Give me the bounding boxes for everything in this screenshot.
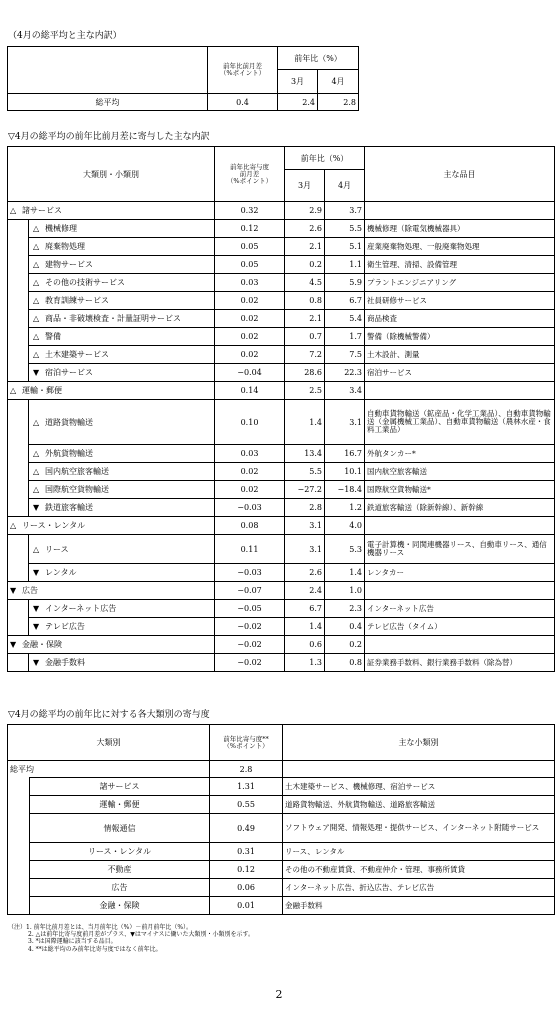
trend-marker: ▼ bbox=[33, 622, 40, 631]
section2-heading: ▽4月の総平均の前年比前月差に寄与した主な内訳 bbox=[8, 132, 210, 142]
major-total-label: 総平均 bbox=[8, 761, 210, 778]
major-category-name: 金融・保険 bbox=[30, 897, 210, 915]
indent-cell bbox=[8, 796, 30, 814]
main-items: 社員研修サービス bbox=[365, 292, 555, 310]
contribution-diff: −0.03 bbox=[215, 564, 285, 582]
yoy-april: 3.1 bbox=[325, 400, 365, 445]
sub-category-label: 外航貨物輸送 bbox=[45, 449, 93, 458]
major-items: インターネット広告、折込広告、テレビ広告 bbox=[283, 879, 555, 897]
indent-cell bbox=[8, 346, 29, 364]
sub-category-label: リース bbox=[45, 544, 69, 554]
summary-col-march: 3月 bbox=[278, 70, 318, 94]
indent-cell bbox=[8, 600, 29, 618]
yoy-march: 1.4 bbox=[285, 618, 325, 636]
contribution-diff: 0.03 bbox=[215, 274, 285, 292]
major-category-name: 諸サービス bbox=[30, 778, 210, 796]
trend-marker: △ bbox=[33, 224, 40, 233]
contrib-col-april: 4月 bbox=[325, 170, 365, 202]
trend-marker: △ bbox=[10, 521, 17, 530]
sub-category-row bbox=[8, 328, 555, 346]
footnotes bbox=[8, 924, 254, 953]
main-items: テレビ広告（タイム） bbox=[365, 618, 555, 636]
contribution-diff: −0.05 bbox=[215, 600, 285, 618]
yoy-march: 6.7 bbox=[285, 600, 325, 618]
yoy-march: 2.5 bbox=[285, 382, 325, 400]
trend-marker: △ bbox=[33, 332, 40, 341]
yoy-april: 1.4 bbox=[325, 564, 365, 582]
sub-category-label: 鉄道旅客輸送 bbox=[45, 503, 93, 512]
sub-category-row bbox=[8, 463, 555, 481]
main-items bbox=[365, 382, 555, 400]
category-name bbox=[8, 382, 215, 400]
main-items: 警備（除機械警備） bbox=[365, 328, 555, 346]
major-category-name: 運輸・郵便 bbox=[30, 796, 210, 814]
indent-cell bbox=[8, 564, 29, 582]
yoy-march: 2.6 bbox=[285, 564, 325, 582]
indent-cell bbox=[8, 220, 29, 238]
sub-category-name bbox=[29, 292, 215, 310]
sub-category-row bbox=[8, 564, 555, 582]
sub-category-label: テレビ広告 bbox=[45, 622, 85, 631]
indent-cell bbox=[8, 364, 29, 382]
indent-cell bbox=[8, 654, 29, 672]
sub-category-row bbox=[8, 364, 555, 382]
sub-category-name bbox=[29, 481, 215, 499]
summary-table bbox=[7, 46, 359, 111]
yoy-april: 1.7 bbox=[325, 328, 365, 346]
contribution-diff: −0.07 bbox=[215, 582, 285, 600]
sub-category-name bbox=[29, 310, 215, 328]
yoy-april: 5.1 bbox=[325, 238, 365, 256]
category-name bbox=[8, 636, 215, 654]
sub-category-name bbox=[29, 600, 215, 618]
main-items: 鉄道旅客輸送（除新幹線）、新幹線 bbox=[365, 499, 555, 517]
indent-cell bbox=[8, 778, 30, 796]
category-label: 金融・保険 bbox=[22, 640, 62, 649]
major-contribution-row bbox=[8, 897, 555, 915]
main-items: 産業廃棄物処理、一般廃棄物処理 bbox=[365, 238, 555, 256]
sub-category-name bbox=[29, 364, 215, 382]
main-items: プラントエンジニアリング bbox=[365, 274, 555, 292]
yoy-march: 0.8 bbox=[285, 292, 325, 310]
trend-marker: △ bbox=[33, 467, 40, 476]
major-category-row bbox=[8, 517, 555, 535]
summary-total-april: 2.8 bbox=[318, 94, 359, 111]
indent-cell bbox=[8, 274, 29, 292]
contribution-diff: 0.08 bbox=[215, 517, 285, 535]
contribution-diff: 0.02 bbox=[215, 310, 285, 328]
main-items: 衛生管理、清掃、設備管理 bbox=[365, 256, 555, 274]
contrib-col-march: 3月 bbox=[285, 170, 325, 202]
summary-col-april: 4月 bbox=[318, 70, 359, 94]
yoy-march: 1.4 bbox=[285, 400, 325, 445]
contribution-diff: 0.12 bbox=[215, 220, 285, 238]
contribution-diff: 0.03 bbox=[215, 445, 285, 463]
category-name bbox=[8, 517, 215, 535]
sub-category-row bbox=[8, 600, 555, 618]
contribution-diff: 0.02 bbox=[215, 292, 285, 310]
main-items bbox=[365, 517, 555, 535]
sub-category-name bbox=[29, 618, 215, 636]
yoy-april: 5.3 bbox=[325, 535, 365, 564]
summary-col-diff: 前年比前月差 （%ポイント） bbox=[208, 47, 278, 94]
major-total-value: 2.8 bbox=[210, 761, 283, 778]
contribution-diff: −0.04 bbox=[215, 364, 285, 382]
indent-cell bbox=[8, 879, 30, 897]
yoy-march: 13.4 bbox=[285, 445, 325, 463]
sub-category-label: その他の技術サービス bbox=[45, 278, 125, 287]
major-contribution-row bbox=[8, 778, 555, 796]
sub-category-name bbox=[29, 564, 215, 582]
trend-marker: ▼ bbox=[33, 368, 40, 377]
yoy-march: 2.4 bbox=[285, 582, 325, 600]
trend-marker: △ bbox=[33, 296, 40, 305]
yoy-april: 5.9 bbox=[325, 274, 365, 292]
major-contribution: 1.31 bbox=[210, 778, 283, 796]
major-category-row bbox=[8, 582, 555, 600]
yoy-march: 2.6 bbox=[285, 220, 325, 238]
contribution-diff: 0.02 bbox=[215, 346, 285, 364]
main-items: 電子計算機・同関連機器リース、自動車リース、通信機器リース bbox=[365, 535, 555, 564]
major-contribution: 0.55 bbox=[210, 796, 283, 814]
trend-marker: △ bbox=[33, 350, 40, 359]
summary-col-yoy: 前年比（%） bbox=[278, 47, 359, 70]
major-contribution-row bbox=[8, 879, 555, 897]
sub-category-label: 国内航空旅客輸送 bbox=[45, 467, 109, 476]
major-col-items: 主な小類別 bbox=[283, 725, 555, 761]
indent-cell bbox=[8, 400, 29, 445]
trend-marker: △ bbox=[33, 485, 40, 494]
category-label: 諸サービス bbox=[22, 206, 62, 215]
sub-category-name bbox=[29, 220, 215, 238]
indent-cell bbox=[8, 814, 30, 843]
trend-marker: ▼ bbox=[33, 568, 40, 577]
summary-total-march: 2.4 bbox=[278, 94, 318, 111]
major-category-name: 情報通信 bbox=[30, 814, 210, 843]
indent-cell bbox=[8, 445, 29, 463]
major-contribution: 0.12 bbox=[210, 861, 283, 879]
contribution-diff: −0.02 bbox=[215, 636, 285, 654]
summary-row-total bbox=[8, 94, 359, 111]
trend-marker: △ bbox=[33, 449, 40, 458]
major-contribution-row bbox=[8, 861, 555, 879]
sub-category-label: 教育訓練サービス bbox=[45, 296, 109, 305]
yoy-april: 3.4 bbox=[325, 382, 365, 400]
trend-marker: △ bbox=[33, 544, 40, 554]
sub-category-label: 廃棄物処理 bbox=[45, 242, 85, 251]
sub-category-row bbox=[8, 346, 555, 364]
yoy-march: 0.2 bbox=[285, 256, 325, 274]
summary-blank-header bbox=[8, 47, 208, 94]
major-col-category: 大類別 bbox=[8, 725, 210, 761]
sub-category-row bbox=[8, 274, 555, 292]
sub-category-row bbox=[8, 220, 555, 238]
yoy-march: 2.9 bbox=[285, 202, 325, 220]
footnote-4: 4. **は総平均のみ前年比寄与度ではなく前年比。 bbox=[28, 945, 162, 953]
sub-category-name bbox=[29, 445, 215, 463]
indent-cell bbox=[8, 328, 29, 346]
sub-category-label: 警備 bbox=[45, 332, 61, 341]
sub-category-row bbox=[8, 618, 555, 636]
indent-cell bbox=[8, 256, 29, 274]
yoy-march: 1.3 bbox=[285, 654, 325, 672]
category-name bbox=[8, 582, 215, 600]
yoy-march: 2.8 bbox=[285, 499, 325, 517]
yoy-march: 0.6 bbox=[285, 636, 325, 654]
yoy-april: 2.3 bbox=[325, 600, 365, 618]
section3-heading: ▽4月の総平均の前年比に対する各大類別の寄与度 bbox=[8, 710, 210, 720]
contribution-diff: −0.02 bbox=[215, 618, 285, 636]
contribution-diff: 0.32 bbox=[215, 202, 285, 220]
major-category-row bbox=[8, 636, 555, 654]
indent-cell bbox=[8, 481, 29, 499]
yoy-april: −18.4 bbox=[325, 481, 365, 499]
indent-cell bbox=[8, 238, 29, 256]
trend-marker: △ bbox=[33, 242, 40, 251]
major-items: リース、レンタル bbox=[283, 843, 555, 861]
major-category-name: 広告 bbox=[30, 879, 210, 897]
main-items: 機械修理（除電気機械器具） bbox=[365, 220, 555, 238]
trend-marker: ▼ bbox=[10, 640, 17, 649]
yoy-april: 4.0 bbox=[325, 517, 365, 535]
sub-category-row bbox=[8, 445, 555, 463]
sub-category-label: 土木建築サービス bbox=[45, 350, 109, 359]
major-contribution: 0.49 bbox=[210, 814, 283, 843]
yoy-march: 2.1 bbox=[285, 238, 325, 256]
sub-category-label: 宿泊サービス bbox=[45, 368, 93, 377]
main-items: 自動車貨物輸送（鉱産品・化学工業品）、自動車貨物輸送（金属機械工業品）、自動車貨物輸送（農林水産・食料工業品） bbox=[365, 400, 555, 445]
contribution-diff: 0.02 bbox=[215, 328, 285, 346]
trend-marker: △ bbox=[10, 386, 17, 395]
sub-category-name bbox=[29, 256, 215, 274]
footnote-3: 3. *は国際運輸に該当する品目。 bbox=[28, 938, 117, 946]
main-items: 証券業務手数料、銀行業務手数料（除為替） bbox=[365, 654, 555, 672]
yoy-march: 3.1 bbox=[285, 517, 325, 535]
contribution-diff: 0.02 bbox=[215, 463, 285, 481]
yoy-march: 28.6 bbox=[285, 364, 325, 382]
trend-marker: ▼ bbox=[33, 503, 40, 512]
indent-cell bbox=[8, 843, 30, 861]
major-contribution: 0.06 bbox=[210, 879, 283, 897]
yoy-april: 16.7 bbox=[325, 445, 365, 463]
major-items: 道路貨物輸送、外航貨物輸送、道路旅客輸送 bbox=[283, 796, 555, 814]
sub-category-name bbox=[29, 346, 215, 364]
sub-category-row bbox=[8, 292, 555, 310]
major-row-total bbox=[8, 761, 555, 778]
yoy-march: −27.2 bbox=[285, 481, 325, 499]
contrib-col-items: 主な品目 bbox=[365, 147, 555, 202]
category-label: リース・レンタル bbox=[22, 521, 86, 530]
yoy-march: 4.5 bbox=[285, 274, 325, 292]
yoy-april: 0.4 bbox=[325, 618, 365, 636]
contribution-table bbox=[7, 146, 555, 672]
contrib-col-category: 大類別・小類別 bbox=[8, 147, 215, 202]
major-contribution-row bbox=[8, 796, 555, 814]
contribution-diff: −0.03 bbox=[215, 499, 285, 517]
contrib-col-diff: 前年比寄与度 前月差 （%ポイント） bbox=[215, 147, 285, 202]
sub-category-name bbox=[29, 238, 215, 256]
trend-marker: ▼ bbox=[10, 586, 17, 595]
sub-category-label: 機械修理 bbox=[45, 224, 77, 233]
sub-category-row bbox=[8, 256, 555, 274]
main-items: 土木設計、測量 bbox=[365, 346, 555, 364]
yoy-april: 1.2 bbox=[325, 499, 365, 517]
yoy-april: 3.7 bbox=[325, 202, 365, 220]
main-items: 国内航空旅客輸送 bbox=[365, 463, 555, 481]
sub-category-label: インターネット広告 bbox=[45, 604, 117, 613]
yoy-april: 7.5 bbox=[325, 346, 365, 364]
major-contribution-row bbox=[8, 814, 555, 843]
category-label: 運輸・郵便 bbox=[22, 386, 62, 395]
indent-cell bbox=[8, 897, 30, 915]
summary-total-diff: 0.4 bbox=[208, 94, 278, 111]
yoy-april: 10.1 bbox=[325, 463, 365, 481]
sub-category-label: 国際航空貨物輸送 bbox=[45, 485, 109, 494]
major-items: ソフトウェア開発、情報処理・提供サービス、インターネット附随サービス bbox=[283, 814, 555, 843]
sub-category-row bbox=[8, 238, 555, 256]
summary-total-label: 総平均 bbox=[8, 94, 208, 111]
indent-cell bbox=[8, 463, 29, 481]
trend-marker: △ bbox=[33, 417, 40, 427]
sub-category-name bbox=[29, 463, 215, 481]
contribution-diff: 0.10 bbox=[215, 400, 285, 445]
yoy-april: 0.8 bbox=[325, 654, 365, 672]
major-items: 金融手数料 bbox=[283, 897, 555, 915]
sub-category-name bbox=[29, 400, 215, 445]
yoy-march: 2.1 bbox=[285, 310, 325, 328]
sub-category-row bbox=[8, 310, 555, 328]
contribution-diff: 0.11 bbox=[215, 535, 285, 564]
contribution-diff: −0.02 bbox=[215, 654, 285, 672]
page-number: 2 bbox=[275, 988, 283, 1001]
trend-marker: ▼ bbox=[33, 604, 40, 613]
yoy-april: 6.7 bbox=[325, 292, 365, 310]
section1-heading: （4月の総平均と主な内訳） bbox=[8, 31, 122, 41]
category-name bbox=[8, 202, 215, 220]
yoy-march: 7.2 bbox=[285, 346, 325, 364]
main-items bbox=[365, 582, 555, 600]
yoy-april: 1.1 bbox=[325, 256, 365, 274]
main-items: 宿泊サービス bbox=[365, 364, 555, 382]
sub-category-label: 道路貨物輸送 bbox=[45, 417, 93, 427]
sub-category-row bbox=[8, 499, 555, 517]
yoy-april: 1.0 bbox=[325, 582, 365, 600]
sub-category-label: レンタル bbox=[45, 568, 77, 577]
major-category-table bbox=[7, 724, 555, 915]
indent-cell bbox=[8, 535, 29, 564]
sub-category-row bbox=[8, 481, 555, 499]
main-items bbox=[365, 202, 555, 220]
contribution-diff: 0.02 bbox=[215, 481, 285, 499]
sub-category-name bbox=[29, 328, 215, 346]
footnote-text: 1. 前年比前月差とは、当月前年比（%）－前月前年比（%）。 bbox=[26, 924, 193, 931]
trend-marker: ▼ bbox=[33, 658, 40, 667]
major-category-name: 不動産 bbox=[30, 861, 210, 879]
major-items: その他の不動産賃貸、不動産仲介・管理、事務所賃貸 bbox=[283, 861, 555, 879]
major-items: 土木建築サービス、機械修理、宿泊サービス bbox=[283, 778, 555, 796]
sub-category-row bbox=[8, 535, 555, 564]
sub-category-label: 商品・非破壊検査・計量証明サービス bbox=[45, 314, 181, 323]
sub-category-name bbox=[29, 274, 215, 292]
sub-category-name bbox=[29, 535, 215, 564]
trend-marker: △ bbox=[10, 206, 17, 215]
indent-cell bbox=[8, 292, 29, 310]
sub-category-row bbox=[8, 400, 555, 445]
indent-cell bbox=[8, 499, 29, 517]
footnote-2: 2. △は前年比寄与度前月差がプラス、▼はマイナスに働いた大類別・小類別を示す。 bbox=[28, 931, 255, 939]
contrib-col-yoy: 前年比（%） bbox=[285, 147, 365, 170]
sub-category-label: 金融手数料 bbox=[45, 658, 85, 667]
yoy-march: 5.5 bbox=[285, 463, 325, 481]
yoy-march: 3.1 bbox=[285, 535, 325, 564]
trend-marker: △ bbox=[33, 260, 40, 269]
major-contribution: 0.31 bbox=[210, 843, 283, 861]
yoy-april: 0.2 bbox=[325, 636, 365, 654]
contribution-diff: 0.05 bbox=[215, 238, 285, 256]
yoy-march: 0.7 bbox=[285, 328, 325, 346]
major-col-contrib: 前年比寄与度** （%ポイント） bbox=[210, 725, 283, 761]
yoy-april: 5.4 bbox=[325, 310, 365, 328]
indent-cell bbox=[8, 861, 30, 879]
trend-marker: △ bbox=[33, 314, 40, 323]
major-category-row bbox=[8, 382, 555, 400]
main-items: インターネット広告 bbox=[365, 600, 555, 618]
category-label: 広告 bbox=[22, 586, 38, 595]
main-items bbox=[365, 636, 555, 654]
yoy-april: 22.3 bbox=[325, 364, 365, 382]
major-contribution: 0.01 bbox=[210, 897, 283, 915]
major-category-name: リース・レンタル bbox=[30, 843, 210, 861]
indent-cell bbox=[8, 310, 29, 328]
main-items: 国際航空貨物輸送* bbox=[365, 481, 555, 499]
sub-category-label: 建物サービス bbox=[45, 260, 93, 269]
main-items: 商品検査 bbox=[365, 310, 555, 328]
main-items: レンタカー bbox=[365, 564, 555, 582]
sub-category-name bbox=[29, 654, 215, 672]
contribution-diff: 0.05 bbox=[215, 256, 285, 274]
yoy-april: 5.5 bbox=[325, 220, 365, 238]
main-items: 外航タンカー* bbox=[365, 445, 555, 463]
trend-marker: △ bbox=[33, 278, 40, 287]
footnote-prefix: （注） bbox=[8, 924, 27, 931]
major-total-items bbox=[283, 761, 555, 778]
sub-category-row bbox=[8, 654, 555, 672]
indent-cell bbox=[8, 618, 29, 636]
major-category-row bbox=[8, 202, 555, 220]
major-contribution-row bbox=[8, 843, 555, 861]
sub-category-name bbox=[29, 499, 215, 517]
contribution-diff: 0.14 bbox=[215, 382, 285, 400]
